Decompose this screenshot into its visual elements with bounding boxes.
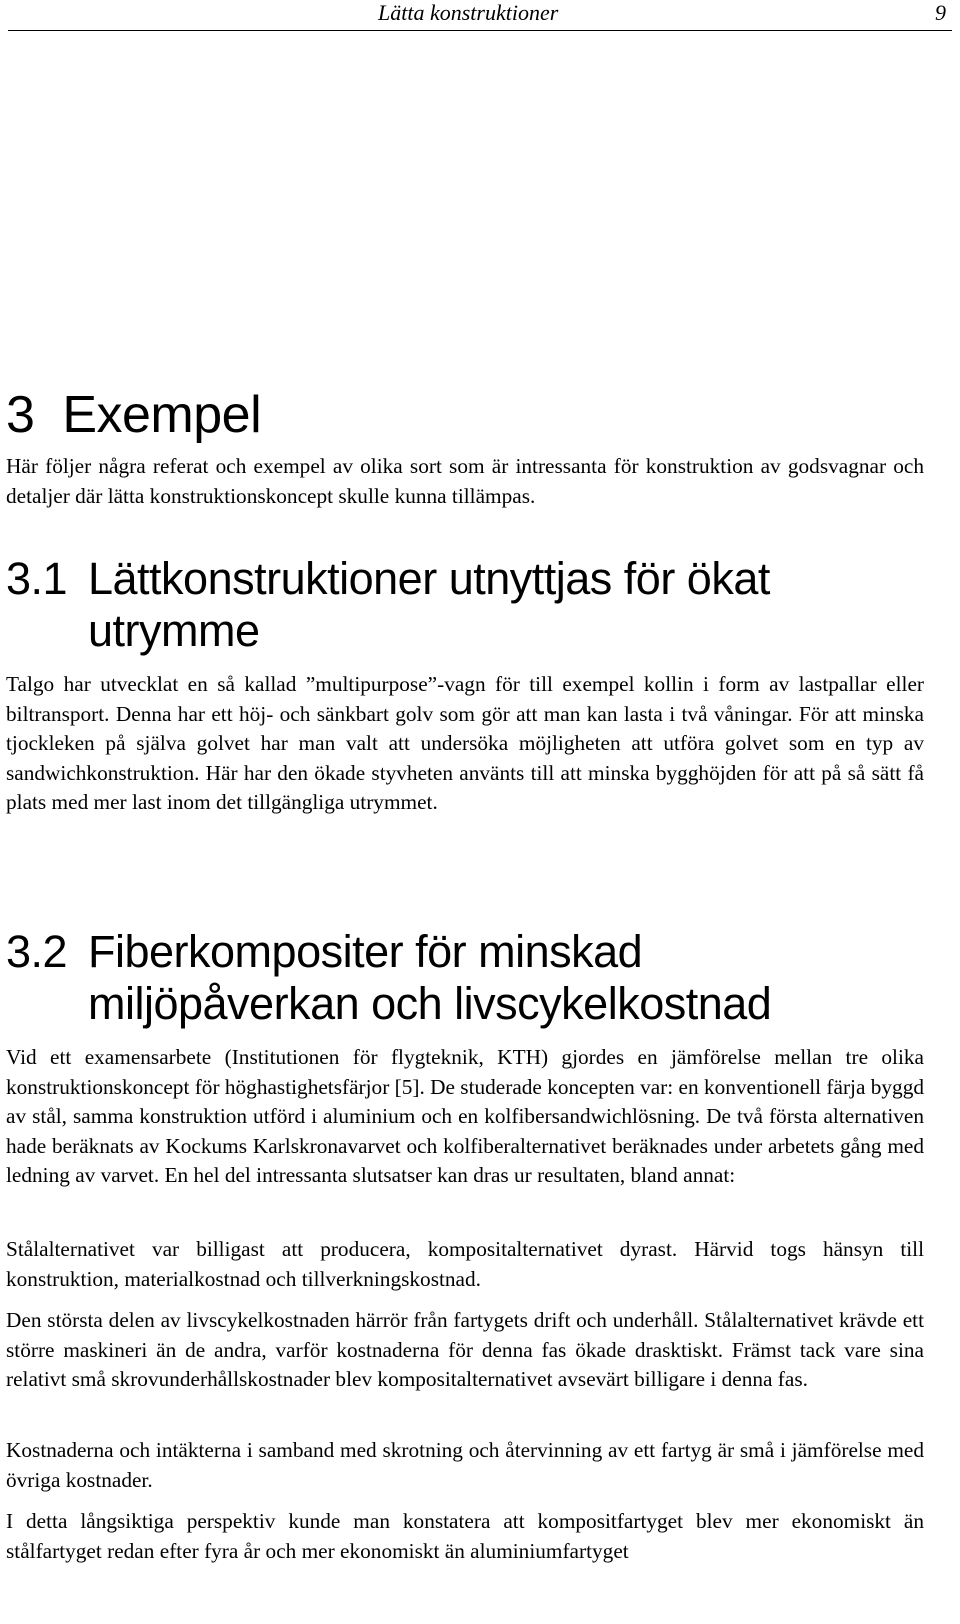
section-paragraph: Vid ett examensarbete (Institutionen för flygteknik, KTH) gjordes en jämförelse mellan tre olika konstruktionskoncept för höghastighetsfärjor [5]. De studerade koncepten var: en konventionell färja byggd av stål, samma konstruktion utförd i aluminium och en kolfibersandwichlösning. De två första alternativen hade beräknats av Kockums Karlskronavarvet och kolfiberalternativet beräknades under arbetets gång med ledning av varvet. En hel del intressanta slutsatser kan dras ur resultaten, bland annat: [6, 1045, 924, 1188]
section-title-line1: Fiberkompositer för minskad [88, 926, 643, 977]
section-number: 3.1 [6, 553, 68, 604]
section-title-line1: Lättkonstruktioner utnyttjas för ökat [88, 553, 770, 604]
running-title: Lätta konstruktioner [378, 0, 559, 25]
section-heading-3-2 [6, 926, 771, 1030]
section-paragraph: Stålalternativet var billigast att producera, kompositalternativet dyrast. Härvid togs hänsyn till konstruktion, materialkostnad och tillverkningskostnad. [6, 1237, 924, 1291]
section-paragraph: Kostnaderna och intäkterna i samband med skrotning och återvinning av ett fartyg är små i jämförelse med övriga kostnader. [6, 1438, 924, 1492]
chapter-title: Exempel [62, 386, 262, 444]
chapter-intro: Här följer några referat och exempel av olika sort som är intressanta för konstruktion av godsvagnar och detaljer där lätta konstruktionskoncept skulle kunna tillämpas. [6, 454, 924, 508]
section-heading-3-1 [6, 553, 770, 657]
section-paragraph: Talgo har utvecklat en så kallad ”multipurpose”-vagn för till exempel kollin i form av lastpallar eller biltransport. Denna har ett höj- och sänkbart golv som gör att man kan lasta i två våningar. För att minska tjockleken på själva golvet har man valt att undersöka möjligheten att utföra golvet som en typ av sandwichkonstruktion. Här har den ökade styvheten använts till att minska bygghöjden för att på så sätt få plats med mer last inom det tillgängliga utrymmet. [6, 672, 924, 815]
section-paragraph: Den största delen av livscykelkostnaden härrör från fartygets drift och underhåll. Stålalternativet krävde ett större maskineri än de andra, varför kostnaderna för denna fas ökade drasktiskt. Främst tack vare sina relativt små skrovunderhållskostnader blev kompositalternativet avsevärt billigare i denna fas. [6, 1308, 924, 1392]
chapter-number: 3 [6, 386, 35, 444]
running-header [8, 0, 952, 31]
section-number: 3.2 [6, 926, 68, 977]
page-number: 9 [935, 0, 946, 25]
section-title-line2: utrymme [88, 605, 260, 656]
section-title-line2: miljöpåverkan och livscykelkostnad [88, 978, 772, 1029]
chapter-heading [6, 386, 261, 444]
section-paragraph: I detta långsiktiga perspektiv kunde man konstatera att kompositfartyget blev mer ekonomiskt än stålfartyget redan efter fyra år och mer ekonomiskt än aluminiumfartyget [6, 1509, 924, 1563]
